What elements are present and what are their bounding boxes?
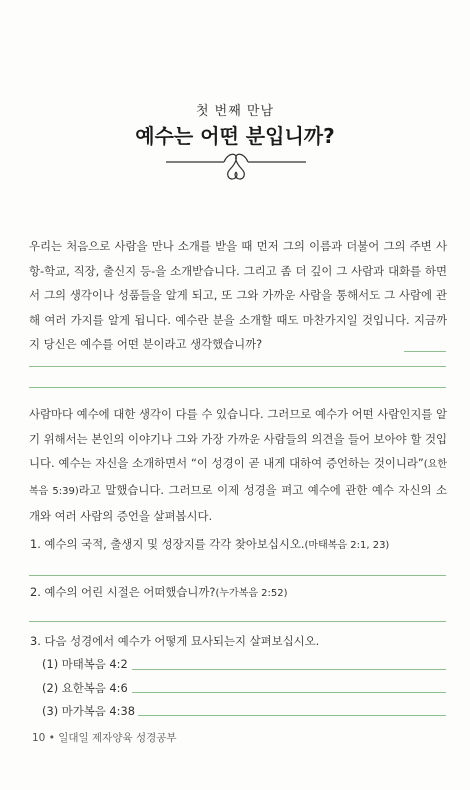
answer-line[interactable] xyxy=(29,366,446,367)
lesson-number: 첫 번째 만남 xyxy=(195,104,275,119)
answer-line[interactable] xyxy=(29,575,446,576)
answer-line[interactable] xyxy=(404,351,446,352)
answer-line[interactable] xyxy=(29,621,446,622)
question-text: 1. 예수의 국적, 출생지 및 성장지를 각각 찾아보십시오. xyxy=(30,537,305,551)
answer-line[interactable] xyxy=(132,669,446,670)
page-number: 10 xyxy=(32,732,46,744)
sub-item-2 xyxy=(42,680,128,696)
answer-line[interactable] xyxy=(29,387,446,388)
body-text-continued: 라고 말했습니다. 그러므로 이제 성경을 펴고 예수에 관한 예수 자신의 소개와 여러 사람의 증언을 살펴봅시다. xyxy=(29,482,447,523)
question-2 xyxy=(30,584,288,600)
footer-bullet: • xyxy=(48,732,55,744)
question-text: 3. 다음 성경에서 예수가 어떻게 묘사되는지 살펴보십시오. xyxy=(30,634,320,648)
answer-line[interactable] xyxy=(138,715,446,716)
intro-question: 지금까지 당신은 예수를 어떤 분이라고 생각했습니까? xyxy=(29,312,447,351)
book-title: 일대일 제자양육 성경공부 xyxy=(58,732,177,744)
sub-item-label: (1) 마태복음 4:2 xyxy=(42,657,128,671)
body-text: 사람마다 예수에 대한 생각이 다를 수 있습니다. 그러므로 예수가 어떤 사람인지를 알기 위해서는 본인의 이야기나 그와 가장 가까운 사람들의 의견을 들어 보아야 할 것입니다. 예수는 자신을 소개하면서 “이 성경이 곧 내게 대하여 증언하는 것이니라” xyxy=(29,407,447,470)
intro-paragraph xyxy=(29,234,447,357)
page-footer xyxy=(32,730,177,745)
question-text: 2. 예수의 어린 시절은 어떠했습니까? xyxy=(30,585,216,599)
ornament-divider xyxy=(166,148,306,182)
scripture-reference: (마태복음 2:1, 23) xyxy=(304,540,390,551)
scripture-reference: (요한복음 5:39) xyxy=(29,459,447,497)
sub-item-label: (2) 요한복음 4:6 xyxy=(42,681,128,695)
sub-item-label: (3) 마가복음 4:38 xyxy=(42,704,135,718)
question-1 xyxy=(30,536,389,552)
sub-item-1 xyxy=(42,656,128,672)
scripture-reference: (누가복음 2:52) xyxy=(215,588,288,599)
intro-text: 우리는 처음으로 사람을 만나 소개를 받을 때 먼저 그의 이름과 더불어 그의 주변 사항-학교, 직장, 출신지 등-을 소개받습니다. 그리고 좀 더 깊이 그 사람과 대화를 하면서 그의 생각이나 성품들을 알게 되고, 또 그와 가까운 사람을 통해서도 그 사람에 관해 여러 가지를 알게 됩니다. 예수란 분을 소개할 때도 마찬가지일 것입니다. xyxy=(29,239,447,327)
body-paragraph xyxy=(29,402,447,529)
lesson-title: 예수는 어떤 분입니까? xyxy=(135,124,335,148)
answer-line[interactable] xyxy=(132,692,446,693)
question-3 xyxy=(30,633,319,649)
sub-item-3 xyxy=(42,703,135,719)
